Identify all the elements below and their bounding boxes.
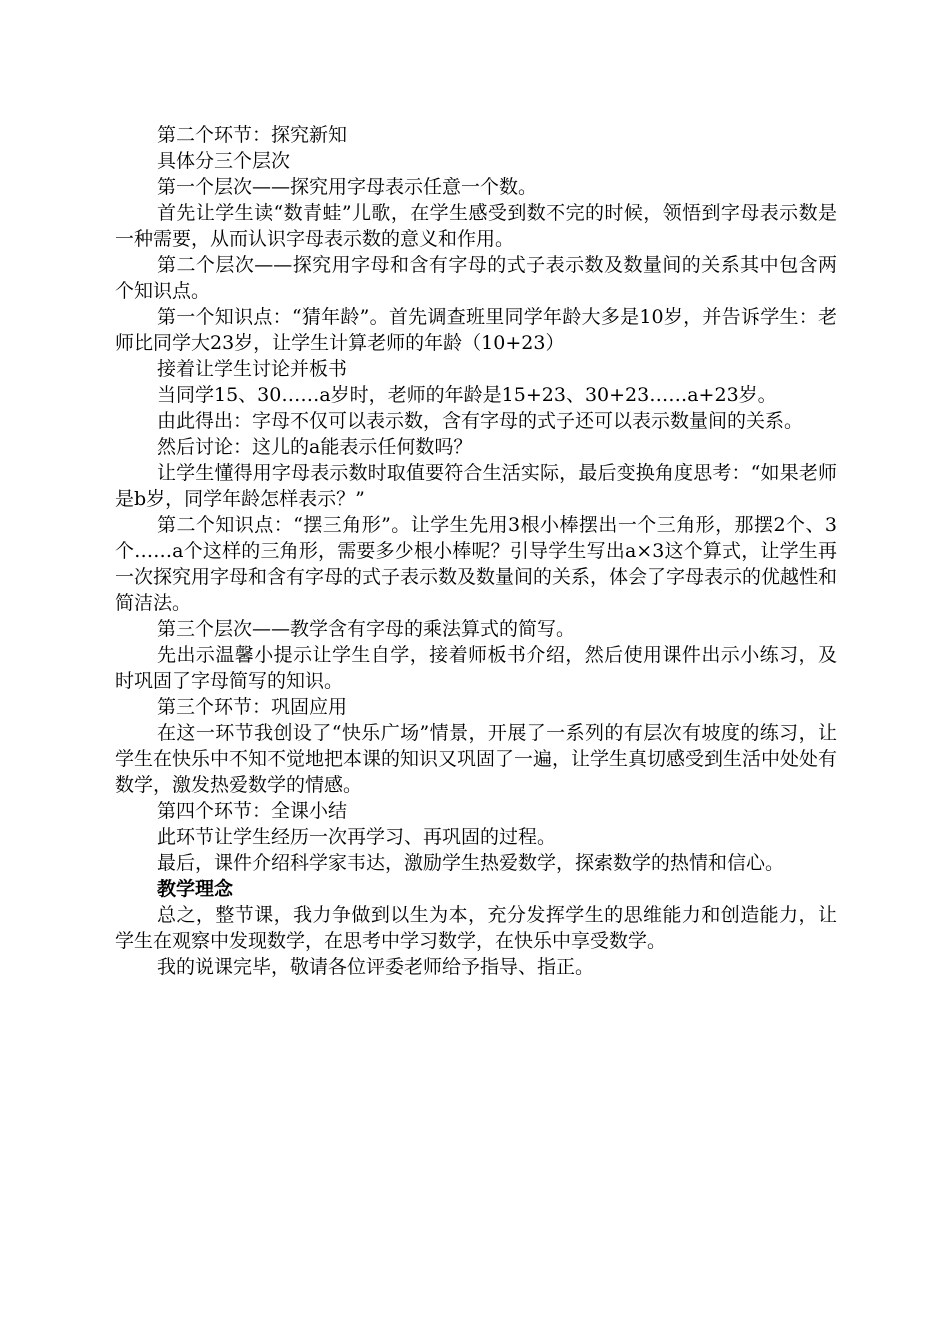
paragraph-age-example: 当同学15、30……a岁时，老师的年龄是15+23、30+23……a+23岁。 (157, 384, 777, 406)
section-heading-teaching-philosophy: 教学理念 (157, 878, 234, 900)
paragraph-knowledge1: 第一个知识点：“猜年龄”。首先调查班里同学年龄大多是10岁，并告诉学生：老师比同学大23岁，让学生计算老师的年龄（10+23） (115, 306, 837, 354)
paragraph-section3-title: 第三个环节：巩固应用 (157, 696, 348, 718)
paragraph-section4-body: 此环节让学生经历一次再学习、再巩固的过程。 (157, 826, 557, 848)
paragraph-conclusion: 由此得出：字母不仅可以表示数，含有字母的式子还可以表示数量间的关系。 (157, 410, 804, 432)
paragraph-real-life: 让学生懂得用字母表示数时取值要符合生活实际，最后变换角度思考：“如果老师是b岁，同学年龄怎样表示？” (115, 462, 837, 510)
paragraph-level1-title: 第一个层次——探究用字母表示任意一个数。 (157, 176, 538, 198)
document-page (115, 122, 837, 980)
paragraph-level3-title: 第三个层次——教学含有字母的乘法算式的简写。 (157, 618, 576, 640)
paragraph-section2-title: 第二个环节：探究新知 (157, 124, 348, 146)
paragraph-section4-title: 第四个环节：全课小结 (157, 800, 348, 822)
paragraph-three-levels: 具体分三个层次 (157, 150, 291, 172)
paragraph-level2-title: 第二个层次——探究用字母和含有字母的式子表示数及数量间的关系其中包含两个知识点。 (115, 254, 837, 302)
paragraph-level3-body: 先出示温馨小提示让学生自学，接着师板书介绍，然后使用课件出示小练习，及时巩固了字母简写的知识。 (115, 644, 837, 692)
paragraph-vieta: 最后，课件介绍科学家韦达，激励学生热爱数学，探索数学的热情和信心。 (157, 852, 785, 874)
paragraph-discussion: 然后讨论：这儿的a能表示任何数吗？ (157, 436, 473, 458)
paragraph-section3-body: 在这一环节我创设了“快乐广场”情景，开展了一系列的有层次有坡度的练习，让学生在快乐中不知不觉地把本课的知识又巩固了一遍，让学生真切感受到生活中处处有数学，激发热爱数学的情感。 (115, 722, 838, 796)
paragraph-closing: 我的说课完毕，敬请各位评委老师给予指导、指正。 (157, 956, 595, 978)
paragraph-summary: 总之，整节课，我力争做到以生为本，充分发挥学生的思维能力和创造能力，让学生在观察中发现数学，在思考中学习数学，在快乐中享受数学。 (115, 904, 837, 952)
paragraph-discuss-board: 接着让学生讨论并板书 (157, 358, 348, 380)
paragraph-level1-body: 首先让学生读“数青蛙”儿歌，在学生感受到数不完的时候，领悟到字母表示数是一种需要，从而认识字母表示数的意义和作用。 (115, 202, 837, 250)
paragraph-knowledge2: 第二个知识点：“摆三角形”。让学生先用3根小棒摆出一个三角形，那摆2个、3个……a个这样的三角形，需要多少根小棒呢？引导学生写出a×3这个算式，让学生再一次探究用字母和含有字母的式子表示数及数量间的关系，体会了字母表示的优越性和简洁法。 (115, 514, 838, 614)
